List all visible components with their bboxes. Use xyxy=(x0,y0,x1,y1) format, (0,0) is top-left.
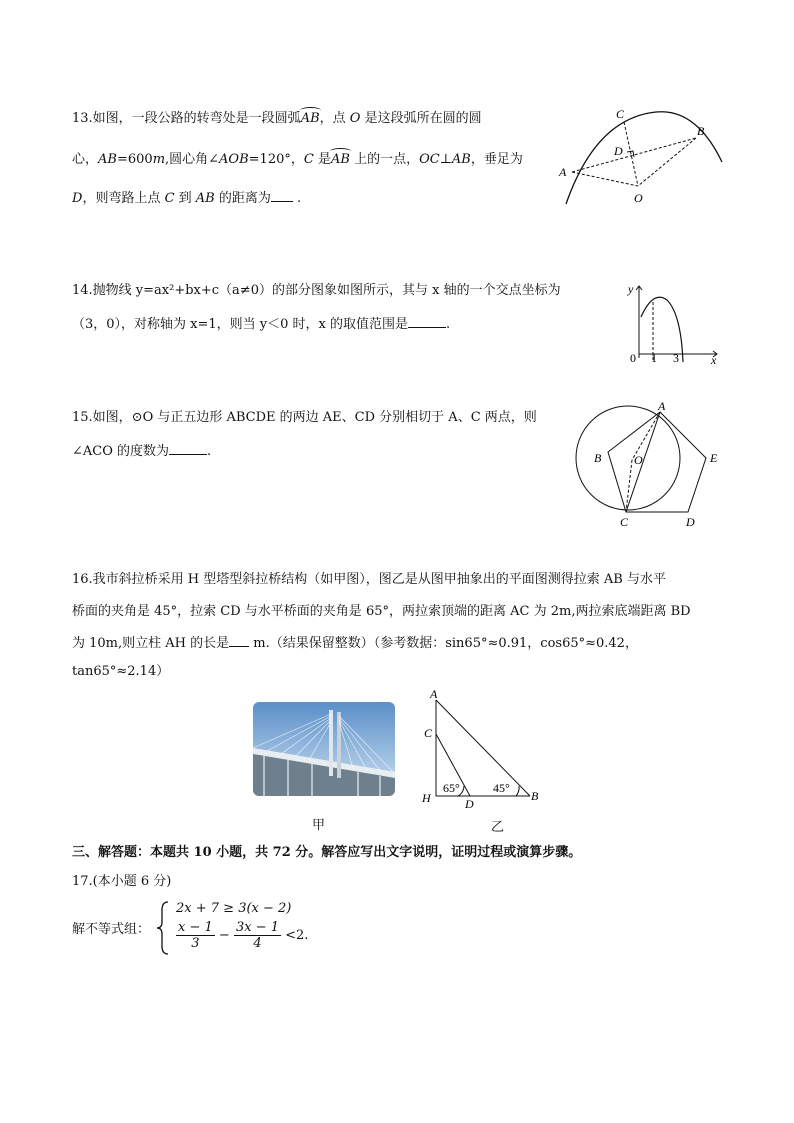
q16-label-d: D xyxy=(465,797,474,811)
bridge-photo xyxy=(253,702,395,796)
q15-label-b: B xyxy=(594,451,602,465)
q14-line2: （3，0），对称轴为 x=1，则当 y＜0 时，x 的取值范围是 . xyxy=(72,317,451,332)
q16-angle-45: 45° xyxy=(493,781,510,795)
q16-label-b: B xyxy=(531,789,539,803)
q14-label-three: 3 xyxy=(673,351,679,365)
q14-line1: 14.抛物线 y=ax²+bx+c（a≠0）的部分图象如图所示，其与 x 轴的一个交点坐标为 xyxy=(72,283,561,298)
q16-label-h: H xyxy=(422,791,431,805)
q14-label-one: 1 xyxy=(651,351,657,365)
q15-line2: ∠ACO 的度数为 . xyxy=(72,444,212,459)
q14-label-origin: 0 xyxy=(630,351,636,365)
inequality-1: 2x + 7 ≥ 3(x − 2) xyxy=(176,901,292,916)
fraction-1: $\frac{x - 1}{3}$ xyxy=(178,920,213,951)
q14-parabola-figure xyxy=(615,282,725,366)
q15-label-e: E xyxy=(710,451,718,465)
q15-label-o: O xyxy=(634,453,643,467)
q13-label-d: D xyxy=(614,144,623,158)
q17-prompt: 解不等式组： xyxy=(72,922,151,937)
q14-label-x: x xyxy=(711,353,717,367)
answer-blank[interactable] xyxy=(271,189,293,202)
arc-ab-symbol: AB xyxy=(300,111,320,126)
q13-label-c: C xyxy=(616,107,625,121)
q16-label-a: A xyxy=(430,687,438,701)
q13-line3: D，则弯路上点 C 到 AB 的距离为 . xyxy=(72,191,302,206)
section-heading: 三、解答题：本题共 10 小题，共 72 分。解答应写出文字说明，证明过程或演算步骤。 xyxy=(72,845,582,860)
q16-triangle-figure xyxy=(418,688,548,810)
q15-label-c: C xyxy=(620,515,629,529)
inequality-2: $\frac{x - 1}{3}$ − $\frac{3x - 1}{4}$ <2. xyxy=(178,920,309,951)
q17-title: 17.(本小题 6 分) xyxy=(72,874,172,889)
q13-line1: 13.如图，一段公路的转弯处是一段圆弧AB，点 O 是这段弧所在圆的圆 xyxy=(72,111,482,126)
answer-blank[interactable] xyxy=(169,442,207,455)
q13-label-o: O xyxy=(634,191,643,205)
caption-yi: 乙 xyxy=(491,820,505,835)
q13-label-a: A xyxy=(559,165,567,179)
q14-label-y: y xyxy=(628,282,634,296)
fraction-2: $\frac{3x - 1}{4}$ xyxy=(235,920,279,951)
q16-line2: 桥面的夹角是 45°，拉索 CD 与水平桥面的夹角是 65°，两拉索顶端的距离 AC 为 2m,两拉索底端距离 BD xyxy=(72,604,691,619)
q16-line1: 16.我市斜拉桥采用 H 型塔型斜拉桥结构（如甲图），图乙是从图甲抽象出的平面图测得拉索 AB 与水平 xyxy=(72,572,666,587)
q15-line1: 15.如图，⊙O 与正五边形 ABCDE 的两边 AE、CD 分别相切于 A、C 两点，则 xyxy=(72,410,537,425)
answer-blank[interactable] xyxy=(229,634,249,647)
q15-pentagon-figure xyxy=(574,400,734,534)
q13-label-b: B xyxy=(697,124,705,138)
q15-label-d: D xyxy=(686,515,695,529)
q16-line3: 为 10m,则立柱 AH 的长是 m.（结果保留整数）（参考数据：sin65°≈0.91，cos65°≈0.42， xyxy=(72,636,638,651)
answer-blank[interactable] xyxy=(408,315,446,328)
q15-label-a: A xyxy=(658,399,666,413)
q16-label-c: C xyxy=(424,726,433,740)
q13-arc-figure xyxy=(556,100,726,208)
q16-angle-65: 65° xyxy=(443,781,460,795)
q16-line4: tan65°≈2.14） xyxy=(72,664,170,679)
system-brace xyxy=(156,900,170,956)
bridge-illustration xyxy=(253,702,395,796)
caption-jia: 甲 xyxy=(312,818,326,833)
q13-line2: 心，AB=600m,圆心角∠AOB=120°，C 是AB 上的一点，OC⊥AB，垂足为 xyxy=(72,152,523,167)
